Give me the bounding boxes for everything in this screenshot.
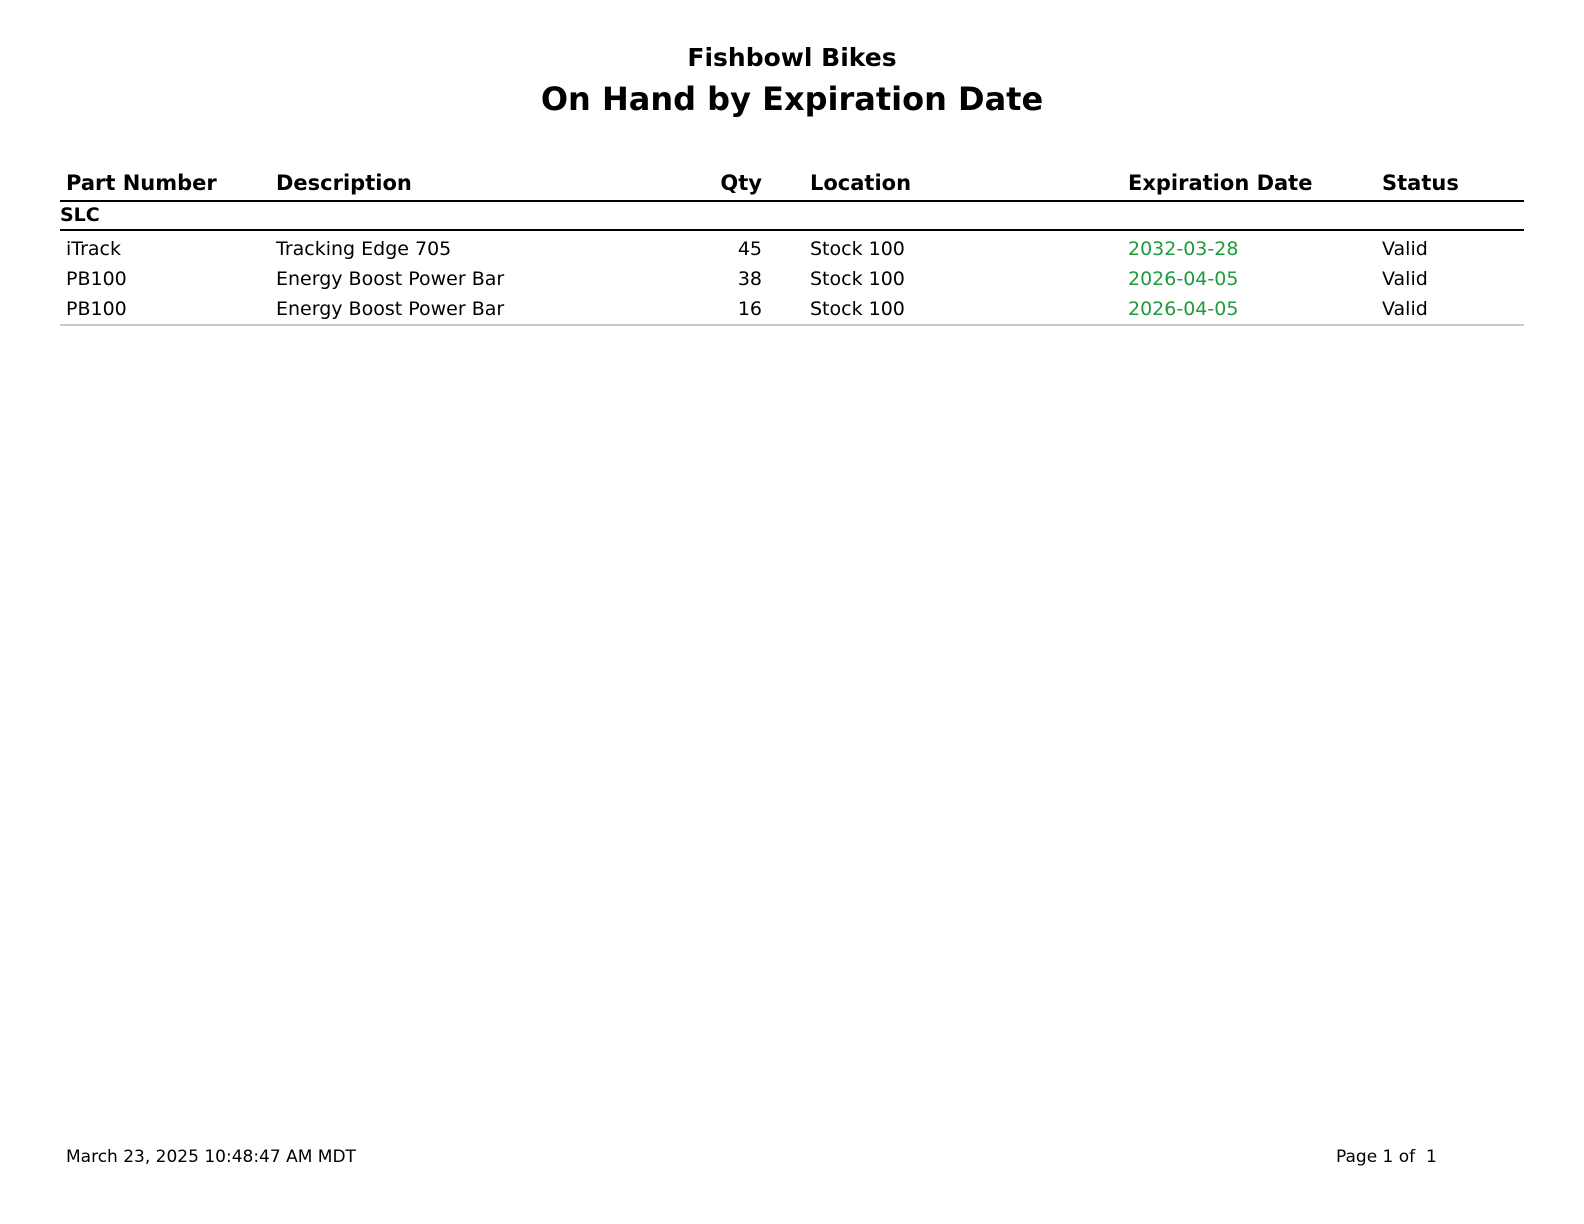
cell-expiration-date: 2026-04-05 xyxy=(1128,298,1239,320)
cell-expiration-date: 2032-03-28 xyxy=(1128,238,1239,260)
cell-description: Tracking Edge 705 xyxy=(276,238,452,260)
cell-part-number: PB100 xyxy=(66,268,127,290)
group-header-row xyxy=(60,202,1524,231)
report-table xyxy=(60,168,1524,326)
cell-description: Energy Boost Power Bar xyxy=(276,268,505,290)
table-row xyxy=(60,264,1524,294)
cell-location: Stock 100 xyxy=(810,268,905,290)
table-row xyxy=(60,234,1524,264)
cell-part-number: iTrack xyxy=(66,238,121,260)
column-header-status: Status xyxy=(1382,171,1459,195)
column-header-location: Location xyxy=(810,171,912,195)
cell-status: Valid xyxy=(1382,238,1428,260)
column-header-part-number: Part Number xyxy=(66,171,217,195)
cell-description: Energy Boost Power Bar xyxy=(276,298,505,320)
cell-part-number: PB100 xyxy=(66,298,127,320)
footer-print-timestamp: March 23, 2025 10:48:47 AM MDT xyxy=(66,1147,356,1167)
cell-location: Stock 100 xyxy=(810,298,905,320)
cell-qty: 16 xyxy=(737,298,762,320)
column-header-description: Description xyxy=(276,171,412,195)
cell-status: Valid xyxy=(1382,298,1428,320)
column-header-qty: Qty xyxy=(720,171,762,195)
cell-qty: 45 xyxy=(737,238,762,260)
footer-page-number: Page 1 of 1 xyxy=(1336,1147,1437,1167)
cell-expiration-date: 2026-04-05 xyxy=(1128,268,1239,290)
cell-qty: 38 xyxy=(737,268,762,290)
table-body xyxy=(60,231,1524,326)
cell-status: Valid xyxy=(1382,268,1428,290)
company-name: Fishbowl Bikes xyxy=(687,43,897,72)
report-title: On Hand by Expiration Date xyxy=(540,80,1044,118)
cell-location: Stock 100 xyxy=(810,238,905,260)
group-label: SLC xyxy=(60,204,100,226)
column-header-expiration-date: Expiration Date xyxy=(1128,171,1313,195)
table-row xyxy=(60,294,1524,324)
column-header-row xyxy=(60,168,1524,202)
